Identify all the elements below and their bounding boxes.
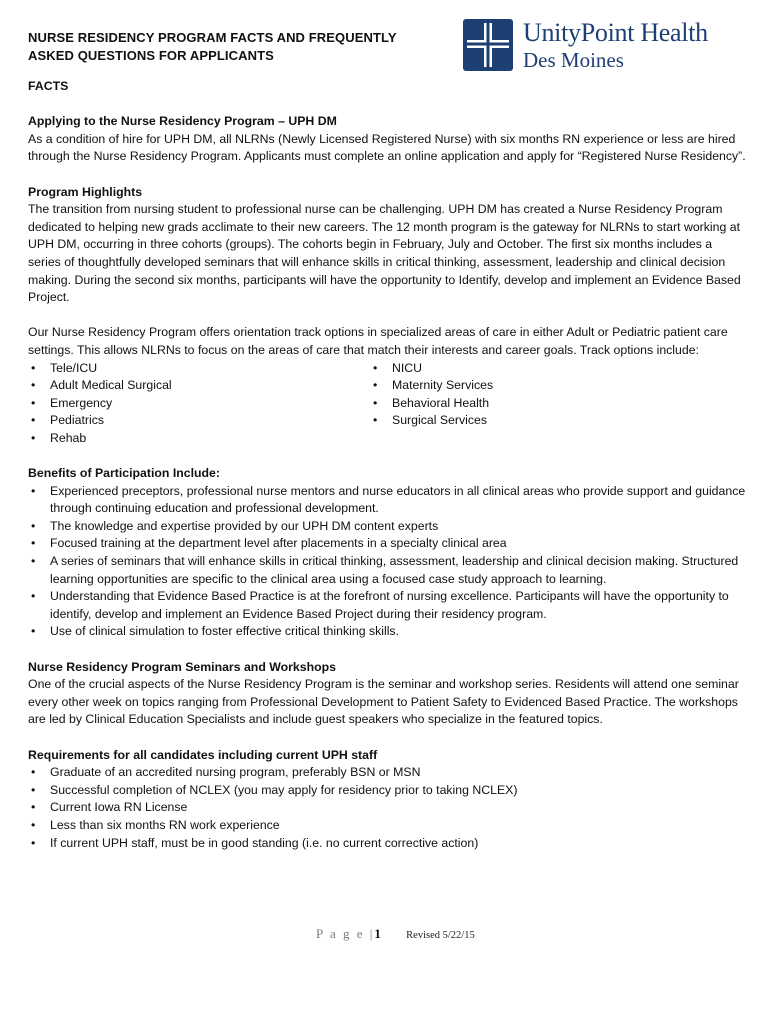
list-item: • Behavioral Health: [370, 395, 493, 413]
page-number: 1: [374, 926, 381, 941]
list-item: • Pediatrics: [28, 412, 370, 430]
page-footer: [316, 926, 475, 942]
cross-logo-icon: [463, 19, 513, 71]
track-options: [28, 360, 746, 448]
highlights-heading: Program Highlights: [28, 184, 143, 199]
benefits-list: [28, 483, 746, 641]
seminars-text: One of the crucial aspects of the Nurse Residency Program is the seminar and workshop series. Residents will attend one seminar every other week on topics ranging from Professional Development to Patient Safety to Evidenced Based Practice. The workshops are led by Clinical Education Specialists and include guest speakers who specialize in the featured topics.: [28, 677, 739, 727]
list-item: • Experienced preceptors, professional nurse mentors and nurse educators in all clinical areas who provide support and guidance through continuing education and professional development.: [28, 483, 746, 518]
document-title: [28, 29, 397, 65]
requirements-heading: Requirements for all candidates including current UPH staff: [28, 747, 378, 762]
seminars-heading: Nurse Residency Program Seminars and Workshops: [28, 659, 336, 674]
list-item: • Use of clinical simulation to foster effective critical thinking skills.: [28, 623, 746, 641]
highlights-text-2: Our Nurse Residency Program offers orientation track options in specialized areas of care in either Adult or Pediatric patient care settings. This allows NLRNs to focus on the areas of care that match their interests and career goals. Track options include:: [28, 325, 728, 357]
list-item: • Focused training at the department level after placements in a specialty clinical area: [28, 535, 746, 553]
list-item: • Current Iowa RN License: [28, 799, 746, 817]
title-line-1: NURSE RESIDENCY PROGRAM FACTS AND FREQUENTLY: [28, 30, 397, 45]
track-list-right: [370, 360, 493, 448]
list-item: • Adult Medical Surgical: [28, 377, 370, 395]
title-line-2: ASKED QUESTIONS FOR APPLICANTS: [28, 48, 274, 63]
list-item: • Emergency: [28, 395, 370, 413]
unitypoint-logo: [463, 19, 708, 73]
list-item: • Tele/ICU: [28, 360, 370, 378]
list-item: • NICU: [370, 360, 493, 378]
list-item: • Graduate of an accredited nursing program, preferably BSN or MSN: [28, 764, 746, 782]
applying-heading: Applying to the Nurse Residency Program – UPH DM: [28, 114, 337, 129]
page-separator: |: [369, 926, 375, 941]
list-item: • Understanding that Evidence Based Practice is at the forefront of nursing excellence. Participants will have the opportunity to identify, develop and implement an Evidence Based Project during their residency program.: [28, 588, 746, 623]
requirements-list: [28, 764, 746, 852]
list-item: • The knowledge and expertise provided by our UPH DM content experts: [28, 518, 746, 536]
applying-text: As a condition of hire for UPH DM, all NLRNs (Newly Licensed Registered Nurse) with six months RN experience or less are hired through the Nurse Residency Program. Applicants must complete an online application and apply for “Registered Nurse Residency”.: [28, 131, 746, 164]
track-list-left: [28, 360, 370, 448]
document-body: [28, 78, 746, 852]
list-item: • Maternity Services: [370, 377, 493, 395]
list-item: • If current UPH staff, must be in good standing (i.e. no current corrective action): [28, 835, 746, 853]
page-label: P a g e: [316, 926, 365, 941]
benefits-heading: Benefits of Participation Include:: [28, 466, 220, 481]
logo-name: UnityPoint Health: [523, 18, 708, 47]
logo-subtitle: Des Moines: [523, 48, 624, 72]
list-item: • Successful completion of NCLEX (you may apply for residency prior to taking NCLEX): [28, 782, 746, 800]
highlights-text-1: The transition from nursing student to professional nurse can be challenging. UPH DM has created a Nurse Residency Program dedicated to helping new grads acclimate to their new careers. The 12 month program is the gateway for NLRNs to start working at UPH DM, occurring in three cohorts (groups). The cohorts begin in February, July and October. The first six months includes a series of thoughtfully developed seminars that will enhance skills in critical thinking, assessment, leadership and clinical decision making. During the second six months, participants will have the opportunity to Identify, develop and implement an Evidence Based Project.: [28, 202, 741, 305]
facts-heading: FACTS: [28, 79, 69, 93]
list-item: • Rehab: [28, 430, 370, 448]
list-item: • A series of seminars that will enhance skills in critical thinking, assessment, leadership and clinical decision making. Structured learning opportunities are specific to the clinical area using a focused case study approach to learning.: [28, 553, 746, 588]
list-item: • Surgical Services: [370, 412, 493, 430]
list-item: • Less than six months RN work experience: [28, 817, 746, 835]
revised-date: Revised 5/22/15: [406, 930, 475, 941]
